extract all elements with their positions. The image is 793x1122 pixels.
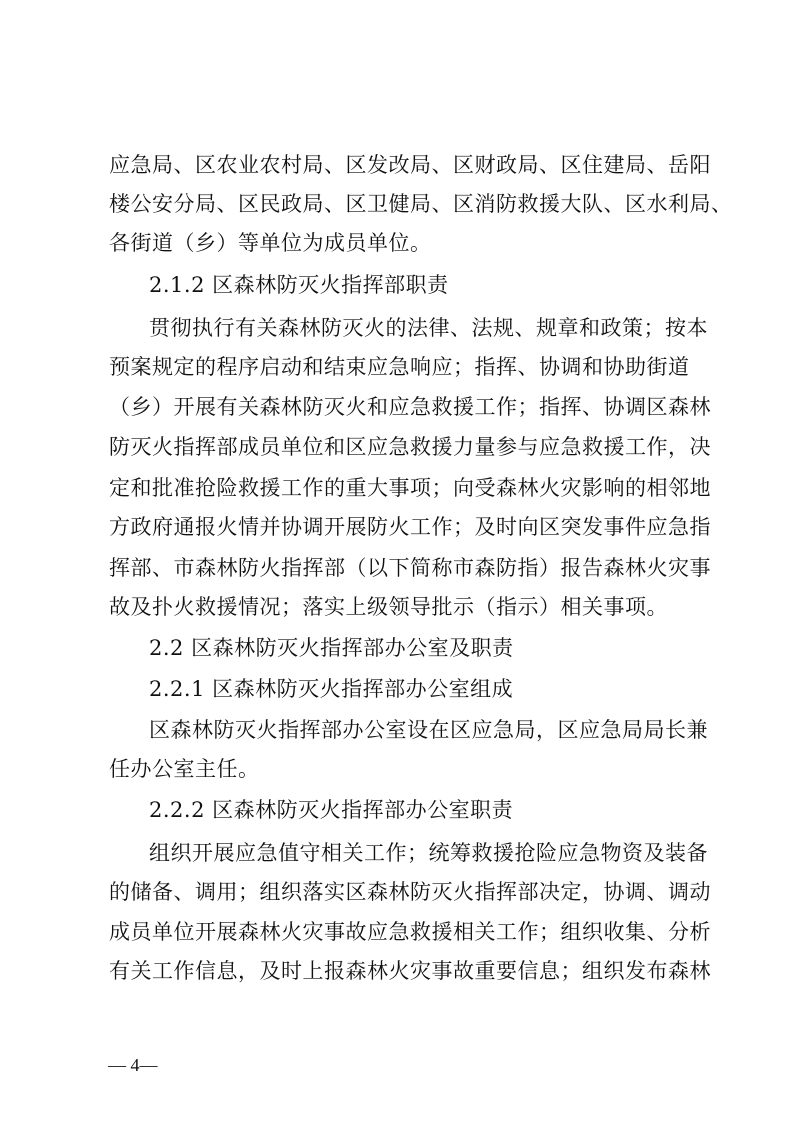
section-heading-2-2-2: 2.2.2 区森林防灭火指挥部办公室职责 xyxy=(149,798,514,822)
paragraph-line: 贯彻执行有关森林防灭火的法律、法规、规章和政策；按本 xyxy=(149,316,708,340)
section-heading-2-2: 2.2 区森林防灭火指挥部办公室及职责 xyxy=(149,636,514,660)
paragraph-line: 方政府通报火情并协调开展防火工作；及时向区突发事件应急指 xyxy=(109,515,711,539)
paragraph-line: 应急局、区农业农村局、区发改局、区财政局、区住建局、岳阳 xyxy=(109,153,711,177)
paragraph-line: （乡）开展有关森林防灭火和应急救援工作；指挥、协调区森林 xyxy=(109,395,711,419)
paragraph-line: 定和批准抢险救援工作的重大事项；向受森林火灾影响的相邻地 xyxy=(109,476,711,500)
paragraph-line: 组织开展应急值守相关工作；统筹救援抢险应急物资及装备 xyxy=(149,841,708,865)
paragraph-line: 任办公室主任。 xyxy=(109,757,260,781)
section-heading-2-2-1: 2.2.1 区森林防灭火指挥部办公室组成 xyxy=(149,677,514,701)
paragraph-line: 区森林防灭火指挥部办公室设在区应急局，区应急局局长兼 xyxy=(149,718,708,742)
paragraph-line: 挥部、市森林防火指挥部（以下简称市森防指）报告森林火灾事 xyxy=(109,556,711,580)
section-heading-2-1-2: 2.1.2 区森林防灭火指挥部职责 xyxy=(149,273,449,297)
paragraph-line: 的储备、调用；组织落实区森林防灭火指挥部决定，协调、调动 xyxy=(109,880,711,904)
paragraph-line: 防灭火指挥部成员单位和区应急救援力量参与应急救援工作，决 xyxy=(109,435,711,459)
paragraph-line: 预案规定的程序启动和结束应急响应；指挥、协调和协助街道 xyxy=(109,355,690,379)
paragraph-line: 成员单位开展森林火灾事故应急救援相关工作；组织收集、分析 xyxy=(109,920,711,944)
page-number: — 4— xyxy=(108,1055,158,1075)
paragraph-line: 有关工作信息，及时上报森林火灾事故重要信息；组织发布森林 xyxy=(109,959,711,983)
paragraph-line: 各街道（乡）等单位为成员单位。 xyxy=(109,231,432,255)
paragraph-line: 楼公安分局、区民政局、区卫健局、区消防救援大队、区水利局、 xyxy=(109,192,733,216)
paragraph-line: 故及扑火救援情况；落实上级领导批示（指示）相关事项。 xyxy=(109,595,668,619)
